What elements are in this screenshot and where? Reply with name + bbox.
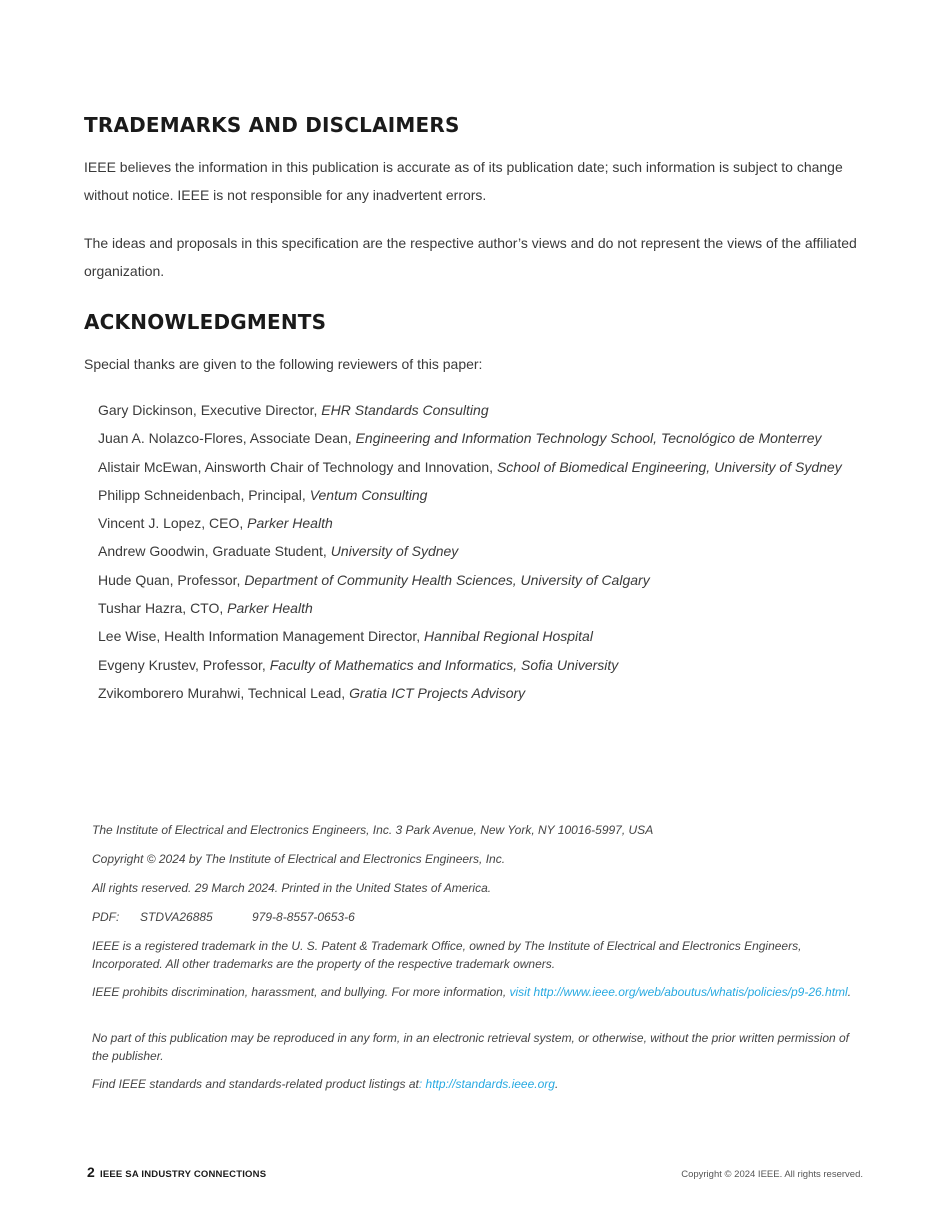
acknowledgments-heading: ACKNOWLEDGMENTS xyxy=(84,310,327,334)
reviewer-name: Evgeny Krustev, Professor, xyxy=(98,656,270,673)
footer-series-label: IEEE SA INDUSTRY CONNECTIONS xyxy=(100,1169,267,1180)
listings-end: . xyxy=(554,1077,559,1091)
reviewer-name: Andrew Goodwin, Graduate Student, xyxy=(98,543,331,560)
pdf-identifier-row xyxy=(92,909,852,927)
reviewer-list xyxy=(98,396,918,707)
reviewer-org: Parker Health xyxy=(247,515,333,532)
listings-text: Find IEEE standards and standards-related product listings at xyxy=(92,1077,419,1091)
reviewer-item xyxy=(98,509,918,537)
reviewer-org: Gratia ICT Projects Advisory xyxy=(349,684,526,701)
publisher-address: The Institute of Electrical and Electronics Engineers, Inc. 3 Park Avenue, New York, NY 10016-5997, USA xyxy=(92,823,654,837)
page-number: 2 xyxy=(87,1164,95,1180)
reviewer-item xyxy=(98,396,918,424)
policy-notice xyxy=(92,984,852,1002)
reviewer-org: Ventum Consulting xyxy=(309,486,428,503)
reviewer-name: Gary Dickinson, Executive Director, xyxy=(98,402,322,418)
pdf-code: STDVA26885 xyxy=(140,910,213,924)
acknowledgments-intro: Special thanks are given to the following reviewers of this paper: xyxy=(84,356,483,372)
reviewer-item xyxy=(98,679,918,707)
reviewer-name: Alistair McEwan, Ainsworth Chair of Technology and Innovation, xyxy=(98,458,497,475)
reviewer-name: Tushar Hazra, CTO, xyxy=(98,600,228,617)
reproduction-notice: No part of this publication may be reproduced in any form, in an electronic retrieval system, or otherwise, without the prior written permission of the publisher. xyxy=(92,1031,850,1063)
page-footer-left xyxy=(87,1164,266,1180)
reviewer-org: Department of Community Health Sciences, University of Calgary xyxy=(244,571,650,588)
reviewer-org: Parker Health xyxy=(227,600,313,617)
reviewer-item xyxy=(98,622,918,650)
policy-text: IEEE prohibits discrimination, harassment, and bullying. For more information, xyxy=(92,985,510,999)
reviewer-item xyxy=(98,651,918,679)
footer-copyright: Copyright © 2024 IEEE. All rights reserved. xyxy=(681,1169,863,1180)
reviewer-org: Hannibal Regional Hospital xyxy=(424,628,593,645)
standards-link[interactable]: : http://standards.ieee.org xyxy=(418,1077,555,1091)
rights-statement: All rights reserved. 29 March 2024. Printed in the United States of America. xyxy=(92,881,492,895)
reviewer-org: University of Sydney xyxy=(330,543,459,560)
publisher-copyright: Copyright © 2024 by The Institute of Electrical and Electronics Engineers, Inc. xyxy=(92,852,506,866)
reviewer-org: EHR Standards Consulting xyxy=(321,402,489,418)
pdf-isbn: 979-8-8557-0653-6 xyxy=(252,910,355,924)
reviewer-item xyxy=(98,594,918,622)
trademark-notice: IEEE is a registered trademark in the U. S. Patent & Trademark Office, owned by The Institute of Electrical and Electronics Engineers, Incorporated. All other trademarks are the property of the respective trademark owners. xyxy=(92,939,802,971)
reviewer-name: Hude Quan, Professor, xyxy=(98,571,245,588)
reviewer-name: Vincent J. Lopez, CEO, xyxy=(98,515,248,532)
pdf-label: PDF: xyxy=(92,910,120,924)
policy-end: . xyxy=(847,985,852,999)
reviewer-name: Lee Wise, Health Information Management Director, xyxy=(98,628,425,645)
reviewer-item xyxy=(98,424,918,452)
reviewer-org: School of Biomedical Engineering, University of Sydney xyxy=(496,458,842,475)
policy-link[interactable]: visit http://www.ieee.org/web/aboutus/whatis/policies/p9-26.html xyxy=(509,985,848,999)
reviewer-item xyxy=(98,566,918,594)
reviewer-name: Juan A. Nolazco-Flores, Associate Dean, xyxy=(98,430,356,447)
trademarks-paragraph-1: IEEE believes the information in this publication is accurate as of its publication date; such information is subject to change without notice. IEEE is not responsible for any inadvertent errors. xyxy=(84,159,843,203)
reviewer-item xyxy=(98,537,918,565)
listings-notice xyxy=(92,1076,852,1094)
reviewer-item xyxy=(98,453,918,481)
reviewer-org: Engineering and Information Technology School, Tecnológico de Monterrey xyxy=(355,430,822,447)
reviewer-name: Zvikomborero Murahwi, Technical Lead, xyxy=(98,684,350,701)
reviewer-item xyxy=(98,481,918,509)
reviewer-name: Philipp Schneidenbach, Principal, xyxy=(98,486,310,503)
trademarks-heading: TRADEMARKS AND DISCLAIMERS xyxy=(84,113,460,137)
trademarks-paragraph-2: The ideas and proposals in this specification are the respective author’s views and do not represent the views of the affiliated organization. xyxy=(84,235,857,279)
reviewer-org: Faculty of Mathematics and Informatics, Sofia University xyxy=(269,656,619,673)
